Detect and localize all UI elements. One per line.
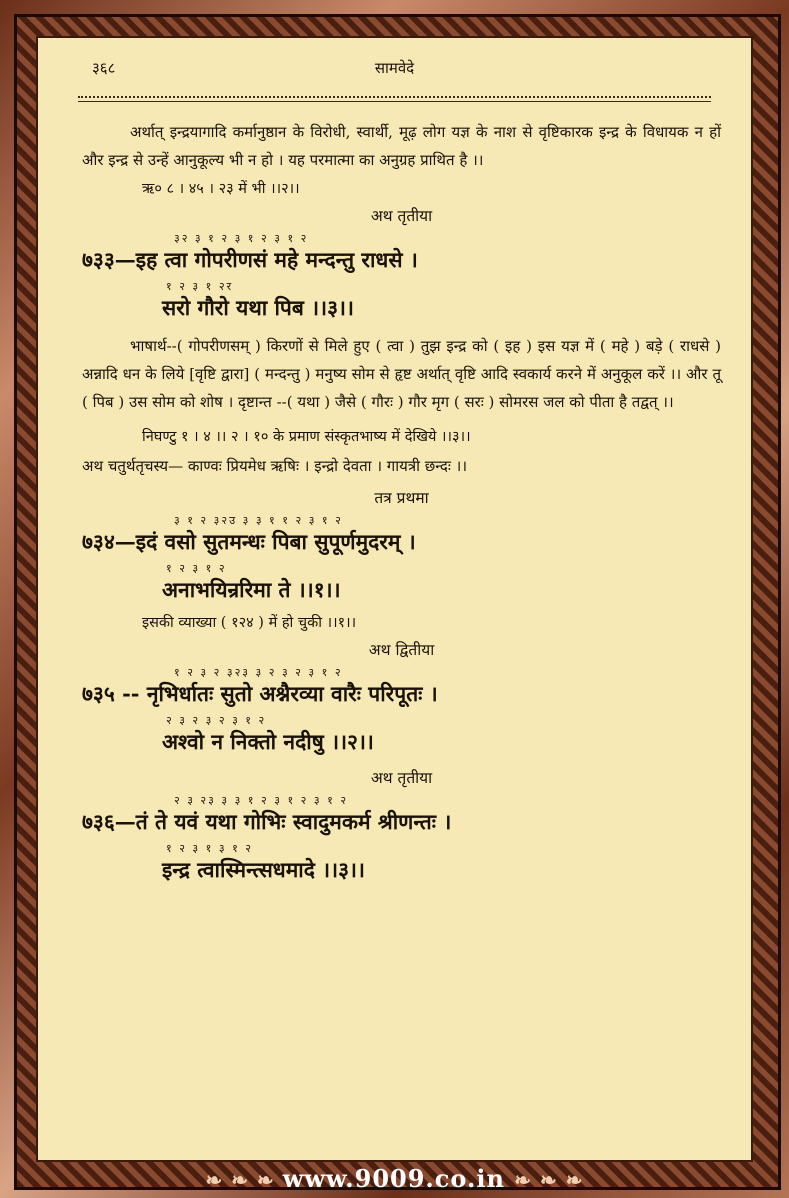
- reference-line: इसकी व्याख्या ( १२४ ) में हो चुकी ।।१।।: [142, 615, 357, 631]
- section-heading: अथ तृतीया: [370, 769, 433, 787]
- book-page: [36, 36, 753, 1162]
- ornament-right-icon: ❧ ❧ ❧: [514, 1168, 584, 1192]
- page-number: ३६८: [92, 59, 116, 77]
- mantra-line: इन्द्र त्वास्मिन्त्सधमादे ।।३।।: [162, 857, 365, 882]
- website-footer[interactable]: [0, 1164, 789, 1198]
- ornament-left-icon: ❧ ❧ ❧: [205, 1168, 283, 1192]
- accent-marks: २ ३ २३ ३ ३ १ २ ३ १ २ ३ १ २: [174, 794, 349, 807]
- reference-line: ऋ० ८ । ४५ । २३ में भी ।।२।।: [142, 181, 300, 197]
- page-title: सामवेदे: [374, 59, 415, 77]
- accent-marks: २ ३ २ ३ २ ३ १ २: [166, 714, 267, 727]
- header-rule: [78, 101, 711, 102]
- mantra-line: ७३६—तं ते यवं यथा गोभिः स्वादुमकर्म श्रीणन्तः ।: [82, 809, 452, 834]
- accent-marks: १ २ ३ १ ३ १ २: [166, 842, 254, 855]
- mantra-line: अनाभयिन्ररिमा ते ।।१।।: [162, 577, 341, 602]
- mantra-line: ७३३—इह त्वा गोपरीणसं महे मन्दन्तु राधसे ।: [82, 247, 418, 272]
- accent-marks: १ २ ३ २ ३२३ ३ २ ३ २ ३ १ २: [174, 666, 343, 679]
- website-link[interactable]: www.9009.co.in: [282, 1164, 505, 1193]
- section-heading: अथ तृतीया: [370, 207, 433, 225]
- reference-line: निघण्टु १ । ४ ।। २ । १० के प्रमाण संस्कृतभाष्य में देखिये ।।३।।: [142, 429, 471, 445]
- accent-marks: १ २ ३ १ २: [166, 562, 227, 575]
- tricha-intro: अथ चतुर्थतृचस्य— काण्वः प्रियमेध ऋषिः । इन्द्रो देवता । गायत्री छन्दः ।।: [82, 457, 468, 475]
- mantra-line: ७३५ -- नृभिर्धातः सुतो अश्नैरव्या वारैः परिपूतः ।: [82, 681, 438, 706]
- accent-marks: १ २ ३ १ २र: [166, 280, 234, 293]
- bhashartha-paragraph: भाषार्थ--( गोपरीणसम् ) किरणों से मिले हुए ( त्वा ) तुझ इन्द्र को ( इह ) इस यज्ञ में ( महे ) बड़े ( राधसे ) अन्नादि धन के लिये [वृष्टि द्वारा] ( मन्दन्तु ) मनुष्य सोम से हृष्ट अर्थात् वृष्टि आदि स्वकार्य करने में अनुकूल करें ।। और तू ( पिब ) उस सोम को शोष । दृष्टान्त --( यथा ) जैसे ( गौरः ) गौर मृग ( सरः ) सोमरस जल को पीता है तद्वत् ।।: [82, 337, 721, 411]
- page-header: [38, 58, 751, 82]
- section-heading: अथ द्वितीया: [368, 641, 435, 659]
- mantra-line: सरो गौरो यथा पिब ।।३।।: [162, 295, 354, 320]
- page-content: [82, 118, 721, 884]
- mantra-line: अश्वो न निक्तो नदीषु ।।२।।: [162, 729, 374, 754]
- accent-marks: ३२ ३ १ २ ३ १ २ ३ १ २: [174, 232, 309, 245]
- mantra-line: ७३४—इदं वसो सुतमन्धः पिबा सुपूर्णमुदरम् ।: [82, 529, 416, 554]
- accent-marks: ३ १ २ ३२उ ३ ३ १ १ २ ३ १ २: [174, 514, 343, 527]
- meaning-paragraph: अर्थात् इन्द्रयागादि कर्मानुष्ठान के विरोधी, स्वार्थी, मूढ़ लोग यज्ञ के नाश से वृष्टिकारक इन्द्र के विधायक न हों और इन्द्र से उन्हें आनुकूल्य भी न हो । यह परमात्मा का अनुग्रह प्राथित है ।।: [82, 123, 721, 169]
- section-heading: तत्र प्रथमा: [374, 489, 429, 507]
- header-dotted-rule: [78, 96, 711, 98]
